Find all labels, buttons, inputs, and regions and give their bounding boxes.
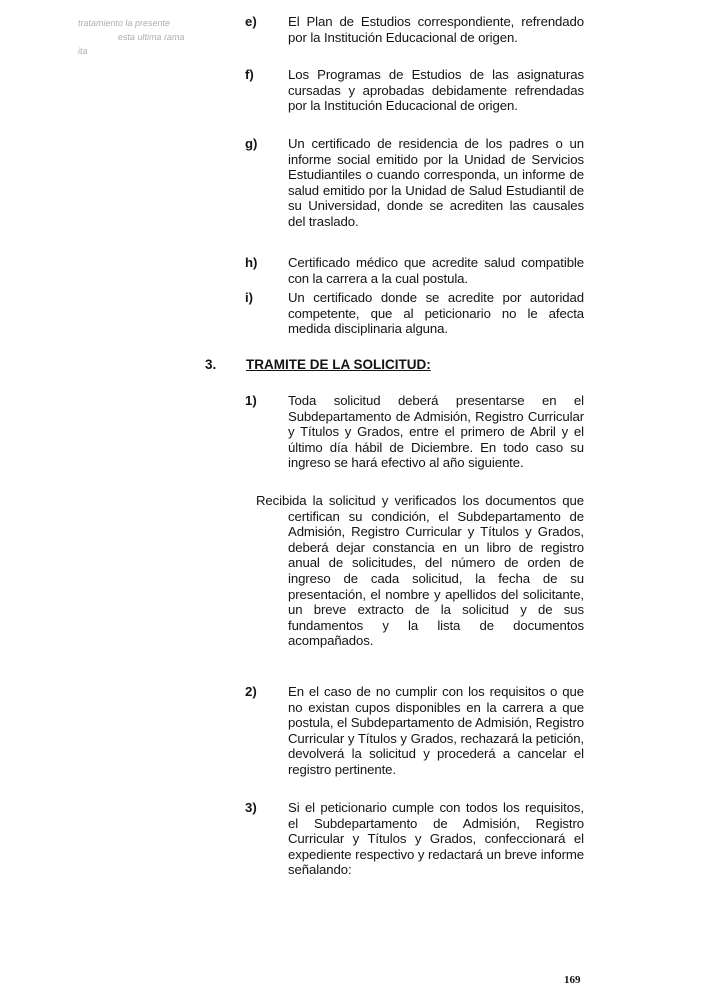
item-marker: e) bbox=[245, 14, 257, 29]
item-marker: 3) bbox=[245, 800, 257, 815]
margin-note-line: ita bbox=[77, 46, 89, 56]
item-text: Toda solicitud deberá presentarse en el Subdepartamento de Admisión, Registro Curricular y Títulos y Grados, entre el primero de Abril y el último día hábil de Diciembre. En todo caso su ingreso se hará efectivo al año siguiente. bbox=[288, 393, 584, 471]
item-marker: g) bbox=[245, 136, 258, 151]
section-title: TRAMITE DE LA SOLICITUD: bbox=[246, 357, 431, 372]
item-marker: h) bbox=[245, 255, 258, 270]
item-text: Si el peticionario cumple con todos los requisitos, el Subdepartamento de Admisión, Registro Curricular y Títulos y Grados, confeccionará el expediente respectivo y redactará un breve informe señalando: bbox=[288, 800, 584, 878]
item-marker: 1) bbox=[245, 393, 257, 408]
item-text: Certificado médico que acredite salud compatible con la carrera a la cual postula. bbox=[288, 255, 584, 286]
item-text: Un certificado de residencia de los padres o un informe social emitido por la Unidad de Servicios Estudiantiles o cuando corresponda, un informe de salud emitido por la Unidad de Salud Estudiantil de su Universidad, donde se acrediten las causales del traslado. bbox=[288, 136, 584, 229]
margin-handwritten-note bbox=[78, 16, 248, 96]
margin-note-line: tratamiento la presente bbox=[77, 18, 171, 28]
item-text: Los Programas de Estudios de las asignaturas cursadas y aprobadas debidamente refrendadas por la Institución Educacional de origen. bbox=[288, 67, 584, 114]
item-text: El Plan de Estudios correspondiente, refrendado por la Institución Educacional de origen. bbox=[288, 14, 584, 45]
item-marker: i) bbox=[245, 290, 254, 305]
item-text: Un certificado donde se acredite por autoridad competente, que al peticionario no le afecta medida disciplinaria alguna. bbox=[288, 290, 584, 337]
item-text: En el caso de no cumplir con los requisitos o que no existan cupos disponibles en la carrera a que postula, el Subdepartamento de Admisión, Registro Curricular y Títulos y Grados, rechazará la petición, devolverá la solicitud y procederá a cancelar el registro pertinente. bbox=[288, 684, 584, 777]
section-number: 3. bbox=[205, 357, 217, 372]
margin-note-line: esta ultima rama bbox=[117, 32, 186, 42]
item-marker: f) bbox=[245, 67, 254, 82]
item-marker: 2) bbox=[245, 684, 257, 699]
paragraph-text: Recibida la solicitud y verificados los documentos que certifican su condición, el Subdepartamento de Admisión, Registro Curricular y Títulos y Grados, deberá dejar constancia en un libro de registro anual de solicitudes, del número de orden de ingreso de cada solicitud, la fecha de su presentación, el nombre y apellidos del solicitante, un breve extracto de la solicitud y de sus fundamentos y la lista de documentos acompañados. bbox=[256, 493, 584, 649]
page-number: 169 bbox=[564, 974, 581, 986]
